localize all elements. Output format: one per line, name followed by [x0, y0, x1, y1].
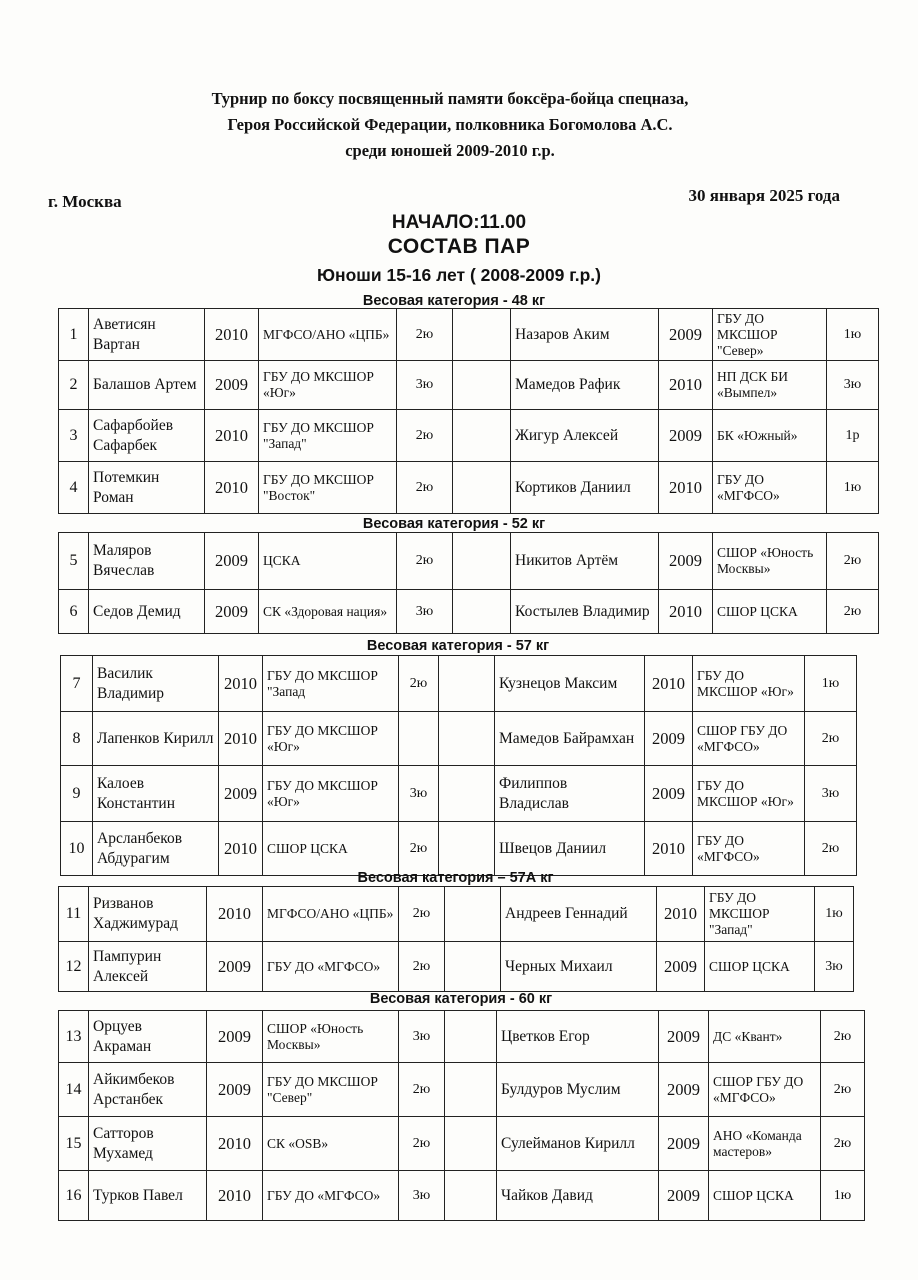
red-corner-club: СК «Здоровая нация»: [259, 590, 397, 634]
pair-number: 11: [59, 887, 89, 942]
red-corner-club: ГБУ ДО «МГФСО»: [263, 1171, 399, 1221]
blue-corner-rank: 1ю: [815, 887, 854, 942]
red-corner-rank: 2ю: [397, 309, 453, 361]
red-corner-year: 2010: [207, 887, 263, 942]
red-corner-rank: 3ю: [399, 1171, 445, 1221]
pair-number: 2: [59, 361, 89, 410]
separator-cell: [445, 887, 501, 942]
red-corner-rank: 2ю: [399, 942, 445, 992]
pairs-table: [58, 886, 854, 992]
red-corner-year: 2009: [207, 1011, 263, 1063]
separator-cell: [439, 822, 495, 876]
blue-corner-year: 2010: [657, 887, 705, 942]
blue-corner-club: СШОР ГБУ ДО «МГФСО»: [693, 712, 805, 766]
blue-corner-club: СШОР ЦСКА: [705, 942, 815, 992]
red-corner-club: МГФСО/АНО «ЦПБ»: [263, 887, 399, 942]
pair-number: 5: [59, 533, 89, 590]
blue-corner-rank: 2ю: [827, 590, 879, 634]
blue-corner-year: 2009: [645, 712, 693, 766]
red-corner-club: ГБУ ДО МКСШОР "Запад: [263, 656, 399, 712]
red-corner-year: 2010: [205, 410, 259, 462]
city-label: г. Москва: [48, 192, 122, 211]
separator-cell: [445, 1011, 497, 1063]
red-corner-year: 2009: [207, 1063, 263, 1117]
red-corner-year: 2009: [205, 361, 259, 410]
blue-corner-rank: 1ю: [805, 656, 857, 712]
pair-number: 16: [59, 1171, 89, 1221]
title-line-1: Турнир по боксу посвященный памяти боксёра-бойца спецназа,: [211, 89, 689, 108]
red-corner-name: Калоев Константин: [93, 766, 219, 822]
blue-corner-name: Мамедов Рафик: [511, 361, 659, 410]
blue-corner-rank: 2ю: [821, 1063, 865, 1117]
blue-corner-name: Сулейманов Кирилл: [497, 1117, 659, 1171]
blue-corner-year: 2009: [645, 766, 693, 822]
red-corner-rank: 2ю: [397, 462, 453, 514]
blue-corner-rank: 2ю: [821, 1117, 865, 1171]
separator-cell: [445, 1171, 497, 1221]
tournament-title: [100, 86, 800, 164]
separator-cell: [445, 1117, 497, 1171]
pair-row: [61, 712, 857, 766]
start-time: НАЧАЛО:11.00: [391, 212, 527, 233]
separator-cell: [453, 533, 511, 590]
separator-cell: [453, 462, 511, 514]
blue-corner-year: 2010: [659, 590, 713, 634]
title-line-3: среди юношей 2009-2010 г.р.: [345, 141, 555, 160]
separator-cell: [439, 656, 495, 712]
blue-corner-rank: 1ю: [827, 462, 879, 514]
separator-cell: [439, 766, 495, 822]
red-corner-rank: 3ю: [397, 590, 453, 634]
weight-category-heading: Весовая категория - 48 кг: [362, 293, 546, 309]
blue-corner-rank: 3ю: [805, 766, 857, 822]
red-corner-club: ЦСКА: [259, 533, 397, 590]
red-corner-name: Сафарбойев Сафарбек: [89, 410, 205, 462]
blue-corner-club: НП ДСК БИ «Вымпел»: [713, 361, 827, 410]
separator-cell: [453, 590, 511, 634]
red-corner-rank: 2ю: [399, 656, 439, 712]
blue-corner-club: СШОР ГБУ ДО «МГФСО»: [709, 1063, 821, 1117]
blue-corner-rank: 2ю: [827, 533, 879, 590]
red-corner-rank: 2ю: [397, 533, 453, 590]
red-corner-year: 2010: [219, 656, 263, 712]
pair-row: [59, 1171, 865, 1221]
pair-number: 6: [59, 590, 89, 634]
blue-corner-name: Андреев Геннадий: [501, 887, 657, 942]
red-corner-year: 2010: [219, 712, 263, 766]
red-corner-club: ГБУ ДО МКСШОР "Север": [263, 1063, 399, 1117]
blue-corner-club: ГБУ ДО МКСШОР «Юг»: [693, 766, 805, 822]
red-corner-name: Аветисян Вартан: [89, 309, 205, 361]
pair-number: 12: [59, 942, 89, 992]
blue-corner-name: Швецов Даниил: [495, 822, 645, 876]
red-corner-club: СШОР «Юность Москвы»: [263, 1011, 399, 1063]
red-corner-rank: [399, 712, 439, 766]
pairs-heading: СОСТАВ ПАР: [387, 235, 531, 258]
red-corner-club: ГБУ ДО МКСШОР «Юг»: [263, 712, 399, 766]
blue-corner-year: 2010: [659, 361, 713, 410]
blue-corner-club: ГБУ ДО «МГФСО»: [713, 462, 827, 514]
blue-corner-year: 2010: [645, 822, 693, 876]
blue-corner-year: 2009: [659, 533, 713, 590]
red-corner-name: Лапенков Кирилл: [93, 712, 219, 766]
blue-corner-club: ГБУ ДО «МГФСО»: [693, 822, 805, 876]
blue-corner-club: СШОР ЦСКА: [713, 590, 827, 634]
pair-row: [59, 533, 879, 590]
blue-corner-name: Костылев Владимир: [511, 590, 659, 634]
separator-cell: [453, 410, 511, 462]
red-corner-rank: 2ю: [399, 822, 439, 876]
blue-corner-club: ГБУ ДО МКСШОР «Юг»: [693, 656, 805, 712]
blue-corner-club: БК «Южный»: [713, 410, 827, 462]
red-corner-club: МГФСО/АНО «ЦПБ»: [259, 309, 397, 361]
pair-number: 3: [59, 410, 89, 462]
red-corner-rank: 3ю: [399, 1011, 445, 1063]
blue-corner-name: Никитов Артём: [511, 533, 659, 590]
blue-corner-year: 2009: [659, 1171, 709, 1221]
red-corner-club: СК «OSB»: [263, 1117, 399, 1171]
blue-corner-rank: 2ю: [805, 822, 857, 876]
red-corner-year: 2010: [219, 822, 263, 876]
blue-corner-name: Кортиков Даниил: [511, 462, 659, 514]
red-corner-name: Арсланбеков Абдурагим: [93, 822, 219, 876]
weight-category-heading: Весовая категория - 52 кг: [362, 516, 546, 532]
blue-corner-club: ДС «Квант»: [709, 1011, 821, 1063]
red-corner-club: ГБУ ДО МКСШОР «Юг»: [259, 361, 397, 410]
pairs-table: [58, 308, 879, 514]
separator-cell: [453, 309, 511, 361]
red-corner-name: Айкимбеков Арстанбек: [89, 1063, 207, 1117]
red-corner-year: 2009: [205, 533, 259, 590]
separator-cell: [439, 712, 495, 766]
blue-corner-year: 2009: [659, 309, 713, 361]
pair-row: [61, 822, 857, 876]
pair-row: [59, 590, 879, 634]
red-corner-club: СШОР ЦСКА: [263, 822, 399, 876]
pair-number: 14: [59, 1063, 89, 1117]
blue-corner-rank: 3ю: [827, 361, 879, 410]
blue-corner-name: Булдуров Муслим: [497, 1063, 659, 1117]
blue-corner-name: Цветков Егор: [497, 1011, 659, 1063]
separator-cell: [445, 942, 501, 992]
blue-corner-rank: 2ю: [805, 712, 857, 766]
separator-cell: [453, 361, 511, 410]
pair-number: 15: [59, 1117, 89, 1171]
blue-corner-year: 2010: [659, 462, 713, 514]
red-corner-year: 2009: [205, 590, 259, 634]
red-corner-rank: 2ю: [399, 887, 445, 942]
pair-row: [59, 1117, 865, 1171]
pair-row: [59, 1063, 865, 1117]
weight-category-heading: Весовая категория - 57 кг: [366, 638, 550, 654]
blue-corner-club: ГБУ ДО МКСШОР "Запад": [705, 887, 815, 942]
red-corner-year: 2009: [219, 766, 263, 822]
red-corner-name: Орцуев Акраман: [89, 1011, 207, 1063]
red-corner-club: ГБУ ДО МКСШОР "Восток": [259, 462, 397, 514]
red-corner-rank: 3ю: [397, 361, 453, 410]
blue-corner-name: Мамедов Байрамхан: [495, 712, 645, 766]
pair-row: [59, 887, 854, 942]
pair-row: [59, 309, 879, 361]
pair-row: [61, 766, 857, 822]
blue-corner-name: Черных Михаил: [501, 942, 657, 992]
pair-number: 7: [61, 656, 93, 712]
pair-number: 1: [59, 309, 89, 361]
blue-corner-rank: 3ю: [815, 942, 854, 992]
blue-corner-name: Чайков Давид: [497, 1171, 659, 1221]
title-line-2: Героя Российской Федерации, полковника Богомолова А.С.: [227, 115, 673, 134]
blue-corner-club: АНО «Команда мастеров»: [709, 1117, 821, 1171]
red-corner-name: Сатторов Мухамед: [89, 1117, 207, 1171]
pair-row: [59, 462, 879, 514]
separator-cell: [445, 1063, 497, 1117]
pair-number: 10: [61, 822, 93, 876]
event-date: 30 января 2025 года: [688, 186, 840, 205]
red-corner-name: Потемкин Роман: [89, 462, 205, 514]
age-group-heading: Юноши 15-16 лет ( 2008-2009 г.р.): [317, 265, 601, 285]
blue-corner-name: Назаров Аким: [511, 309, 659, 361]
red-corner-rank: 3ю: [399, 766, 439, 822]
red-corner-name: Седов Демид: [89, 590, 205, 634]
red-corner-year: 2009: [207, 942, 263, 992]
red-corner-year: 2010: [205, 309, 259, 361]
blue-corner-rank: 1ю: [827, 309, 879, 361]
blue-corner-name: Жигур Алексей: [511, 410, 659, 462]
blue-corner-rank: 1р: [827, 410, 879, 462]
blue-corner-club: ГБУ ДО МКСШОР "Север»: [713, 309, 827, 361]
blue-corner-club: СШОР «Юность Москвы»: [713, 533, 827, 590]
pairs-table: [58, 532, 879, 634]
red-corner-name: Василик Владимир: [93, 656, 219, 712]
red-corner-year: 2010: [207, 1117, 263, 1171]
pair-row: [59, 942, 854, 992]
blue-corner-name: Филиппов Владислав: [495, 766, 645, 822]
blue-corner-year: 2009: [659, 1063, 709, 1117]
red-corner-club: ГБУ ДО МКСШОР «Юг»: [263, 766, 399, 822]
red-corner-year: 2010: [205, 462, 259, 514]
pair-number: 13: [59, 1011, 89, 1063]
red-corner-name: Балашов Артем: [89, 361, 205, 410]
pair-number: 8: [61, 712, 93, 766]
blue-corner-rank: 1ю: [821, 1171, 865, 1221]
red-corner-year: 2010: [207, 1171, 263, 1221]
blue-corner-year: 2009: [659, 1011, 709, 1063]
red-corner-club: ГБУ ДО «МГФСО»: [263, 942, 399, 992]
pair-row: [59, 1011, 865, 1063]
blue-corner-name: Кузнецов Максим: [495, 656, 645, 712]
blue-corner-rank: 2ю: [821, 1011, 865, 1063]
blue-corner-year: 2010: [645, 656, 693, 712]
blue-corner-year: 2009: [659, 410, 713, 462]
pair-number: 4: [59, 462, 89, 514]
red-corner-name: Турков Павел: [89, 1171, 207, 1221]
red-corner-name: Маляров Вячеслав: [89, 533, 205, 590]
pair-row: [61, 656, 857, 712]
red-corner-rank: 2ю: [397, 410, 453, 462]
blue-corner-year: 2009: [659, 1117, 709, 1171]
blue-corner-year: 2009: [657, 942, 705, 992]
pair-row: [59, 410, 879, 462]
weight-category-heading: Весовая категория - 60 кг: [369, 991, 553, 1007]
weight-category-heading: Весовая категория – 57А кг: [357, 870, 554, 886]
red-corner-rank: 2ю: [399, 1117, 445, 1171]
red-corner-name: Пампурин Алексей: [89, 942, 207, 992]
pairs-table: [58, 1010, 865, 1221]
pair-number: 9: [61, 766, 93, 822]
red-corner-club: ГБУ ДО МКСШОР "Запад": [259, 410, 397, 462]
red-corner-name: Ризванов Хаджимурад: [89, 887, 207, 942]
red-corner-rank: 2ю: [399, 1063, 445, 1117]
pair-row: [59, 361, 879, 410]
pairs-table: [60, 655, 857, 876]
blue-corner-club: СШОР ЦСКА: [709, 1171, 821, 1221]
